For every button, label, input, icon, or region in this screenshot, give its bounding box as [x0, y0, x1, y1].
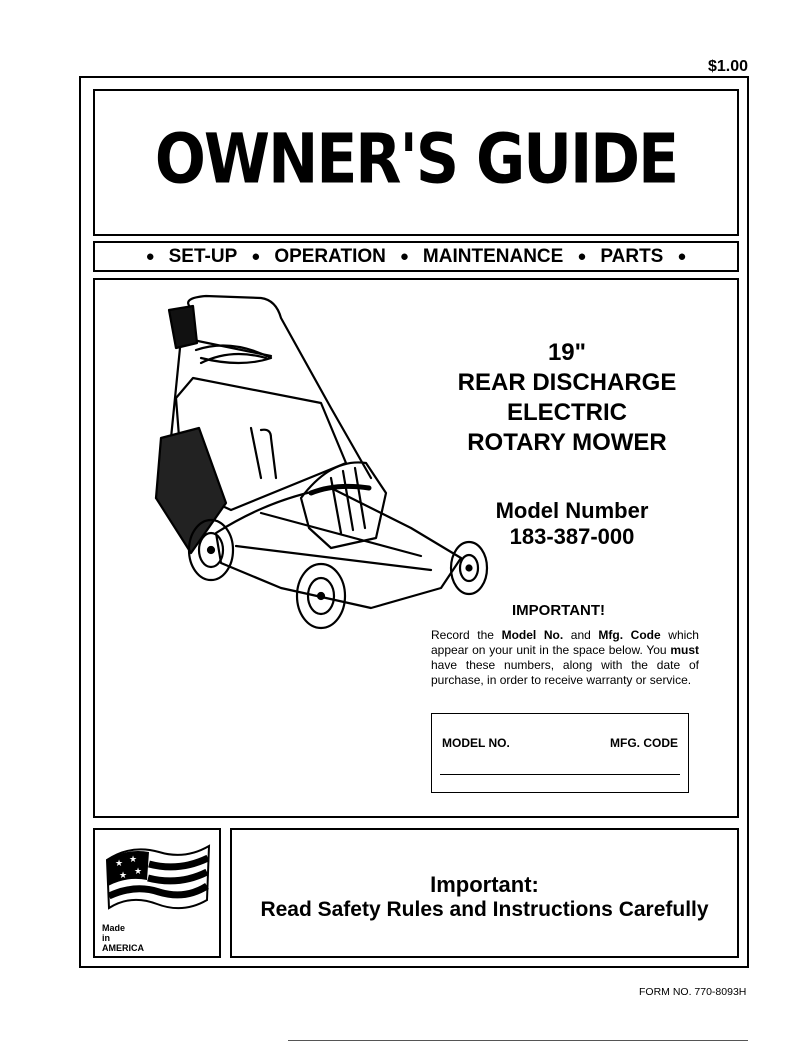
section-bar	[93, 241, 739, 272]
title-box	[93, 89, 739, 236]
warning-heading: Important:	[430, 872, 539, 897]
svg-text:★: ★	[115, 859, 124, 869]
section-maintenance: MAINTENANCE	[422, 245, 564, 267]
made-in-america-label: Made in AMERICA	[102, 923, 144, 953]
section-operation: OPERATION	[274, 245, 386, 267]
model-code-box	[431, 713, 689, 793]
model-no-label: MODEL NO.	[442, 736, 510, 750]
mfg-code-label: MFG. CODE	[610, 736, 678, 750]
bullet-icon: ●	[577, 248, 587, 265]
warning-text: Read Safety Rules and Instructions Carefully	[260, 898, 709, 921]
bullet-icon: ●	[145, 248, 155, 265]
write-in-line	[440, 774, 680, 775]
product-size: 19"	[547, 339, 587, 366]
made-in-america-box	[93, 828, 221, 958]
page-title: OWNER'S GUIDE	[154, 119, 678, 200]
section-list	[95, 243, 737, 270]
safety-warning-box	[230, 828, 739, 958]
product-line-2: ELECTRIC	[507, 399, 627, 426]
cover-frame	[79, 76, 749, 968]
important-label: IMPORTANT!	[512, 602, 606, 619]
model-number: 183-387-000	[509, 524, 635, 549]
main-panel	[93, 278, 739, 818]
section-setup: SET-UP	[168, 245, 238, 267]
product-line-3: ROTARY MOWER	[467, 429, 667, 456]
section-parts: PARTS	[600, 245, 664, 267]
footer-rule	[288, 1040, 748, 1041]
svg-text:★: ★	[119, 871, 128, 881]
record-instructions: Record the Model No. and Mfg. Code which appear on your unit in the space below. You must have these numbers, along with the date of purchase, in order to receive warranty or service.	[431, 628, 699, 687]
us-flag-icon	[101, 838, 213, 918]
bullet-icon: ●	[399, 248, 409, 265]
bullet-icon: ●	[251, 248, 261, 265]
svg-text:★: ★	[129, 855, 138, 865]
bullet-icon: ●	[677, 248, 687, 265]
svg-text:★: ★	[134, 867, 143, 877]
model-label: Model Number	[495, 498, 649, 523]
product-line-1: REAR DISCHARGE	[457, 369, 677, 396]
price-label: $1.00	[708, 58, 749, 75]
form-number: FORM NO. 770-8093H	[639, 986, 747, 998]
